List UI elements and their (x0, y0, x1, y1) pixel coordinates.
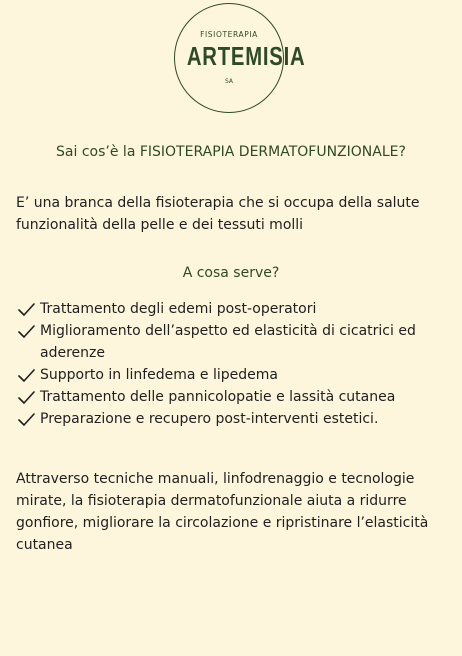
logo-top-text: FISIOTERAPIA (200, 30, 258, 39)
list-item-text: Trattamento delle pannicolopatie e lassità cutanea (40, 389, 396, 405)
list-item (16, 386, 452, 408)
checkmark-icon (18, 391, 35, 405)
checkmark-icon (18, 413, 35, 427)
list-item (16, 298, 452, 320)
uses-heading: A cosa serve? (182, 265, 280, 281)
intro-heading: Sai cos’è la FISIOTERAPIA DERMATOFUNZIONALE? (56, 144, 406, 160)
artemisia-logo (174, 3, 306, 113)
list-item (16, 408, 452, 430)
checkmark-icon (18, 369, 35, 383)
checkmark-icon (18, 303, 35, 317)
list-item-text: Supporto in linfedema e lipedema (40, 367, 278, 383)
list-item (16, 320, 452, 364)
list-item (16, 364, 452, 386)
list-item-text: Trattamento degli edemi post-operatori (40, 301, 317, 317)
list-item-text: Miglioramento dell’aspetto ed elasticità di cicatrici ed aderenze (40, 323, 416, 361)
logo-brand-name: ARTEMISIA (186, 41, 306, 71)
checkmark-icon (18, 325, 35, 339)
intro-paragraph: E’ una branca della fisioterapia che si occupa della salute funzionalità della pelle e dei tessuti molli (16, 195, 420, 233)
list-item-text: Preparazione e recupero post-interventi estetici. (40, 411, 379, 427)
uses-list (16, 298, 452, 430)
closing-paragraph: Attraverso tecniche manuali, linfodrenaggio e tecnologie mirate, la fisioterapia dermatofunzionale aiuta a ridurre gonfiore, migliorare la circolazione e ripristinare l’elasticità cutanea (16, 471, 429, 553)
logo-sub-text: SA (224, 78, 234, 85)
